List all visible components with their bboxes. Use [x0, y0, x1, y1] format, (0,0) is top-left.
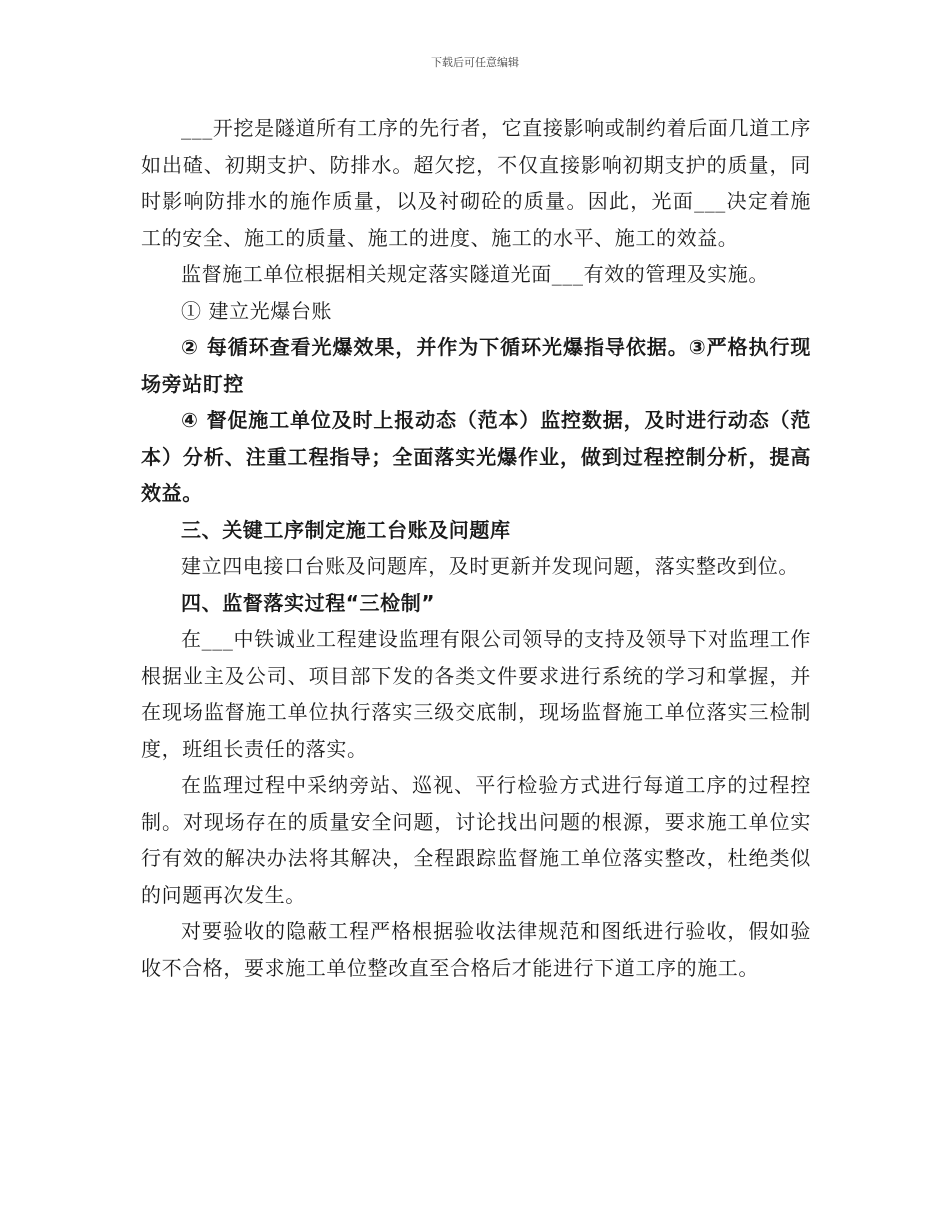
section-heading-three-checks: 四、监督落实过程“三检制” [181, 590, 436, 615]
list-item-blasting-ledger: ① 建立光爆台账 [181, 298, 333, 323]
list-item-monitoring: ④ 督促施工单位及时上报动态（范本）监控数据，及时进行动态（范本）分析、注重工程指导；全面落实光爆作业，做到过程控制分析，提高效益。 [141, 408, 811, 505]
paragraph-supervision: 监督施工单位根据相关规定落实隧道光面___有效的管理及实施。 [181, 262, 769, 286]
list-item-blasting-effect: ② 每循环查看光爆效果，并作为下循环光爆指导依据。③严格执行现场旁站盯控 [141, 335, 811, 396]
paragraph-interface-ledger: 建立四电接口台账及问题库，及时更新并发现问题，落实整改到位。 [181, 554, 799, 578]
paragraph-excavation: ___开挖是隧道所有工序的先行者，它直接影响或制约着后面几道工序如出碴、初期支护、防排水。超欠挖，不仅直接影响初期支护的质量，同时影响防排水的施作质量，以及衬砌砼的质量。因此，光面___决定着施工的安全、施工的质量、施工的进度、施工的水平、施工的效益。 [141, 116, 811, 250]
document-body [141, 110, 811, 986]
section-heading-key-process: 三、关键工序制定施工台账及问题库 [181, 517, 511, 542]
paragraph-process-control: 在监理过程中采纳旁站、巡视、平行检验方式进行每道工序的过程控制。对现场存在的质量安全问题，讨论找出问题的根源，要求施工单位实行有效的解决办法将其解决，全程跟踪监督施工单位落实整改，杜绝类似的问题再次发生。 [141, 773, 811, 907]
paragraph-acceptance: 对要验收的隐蔽工程严格根据验收法律规范和图纸进行验收，假如验收不合格，要求施工单位整改直至合格后才能进行下道工序的施工。 [141, 919, 811, 980]
header-note: 下载后可任意编辑 [431, 56, 519, 69]
paragraph-leadership: 在___中铁诚业工程建设监理有限公司领导的支持及领导下对监理工作根据业主及公司、项目部下发的各类文件要求进行系统的学习和掌握，并在现场监督施工单位执行落实三级交底制，现场监督施工单位落实三检制度，班组长责任的落实。 [141, 627, 811, 761]
